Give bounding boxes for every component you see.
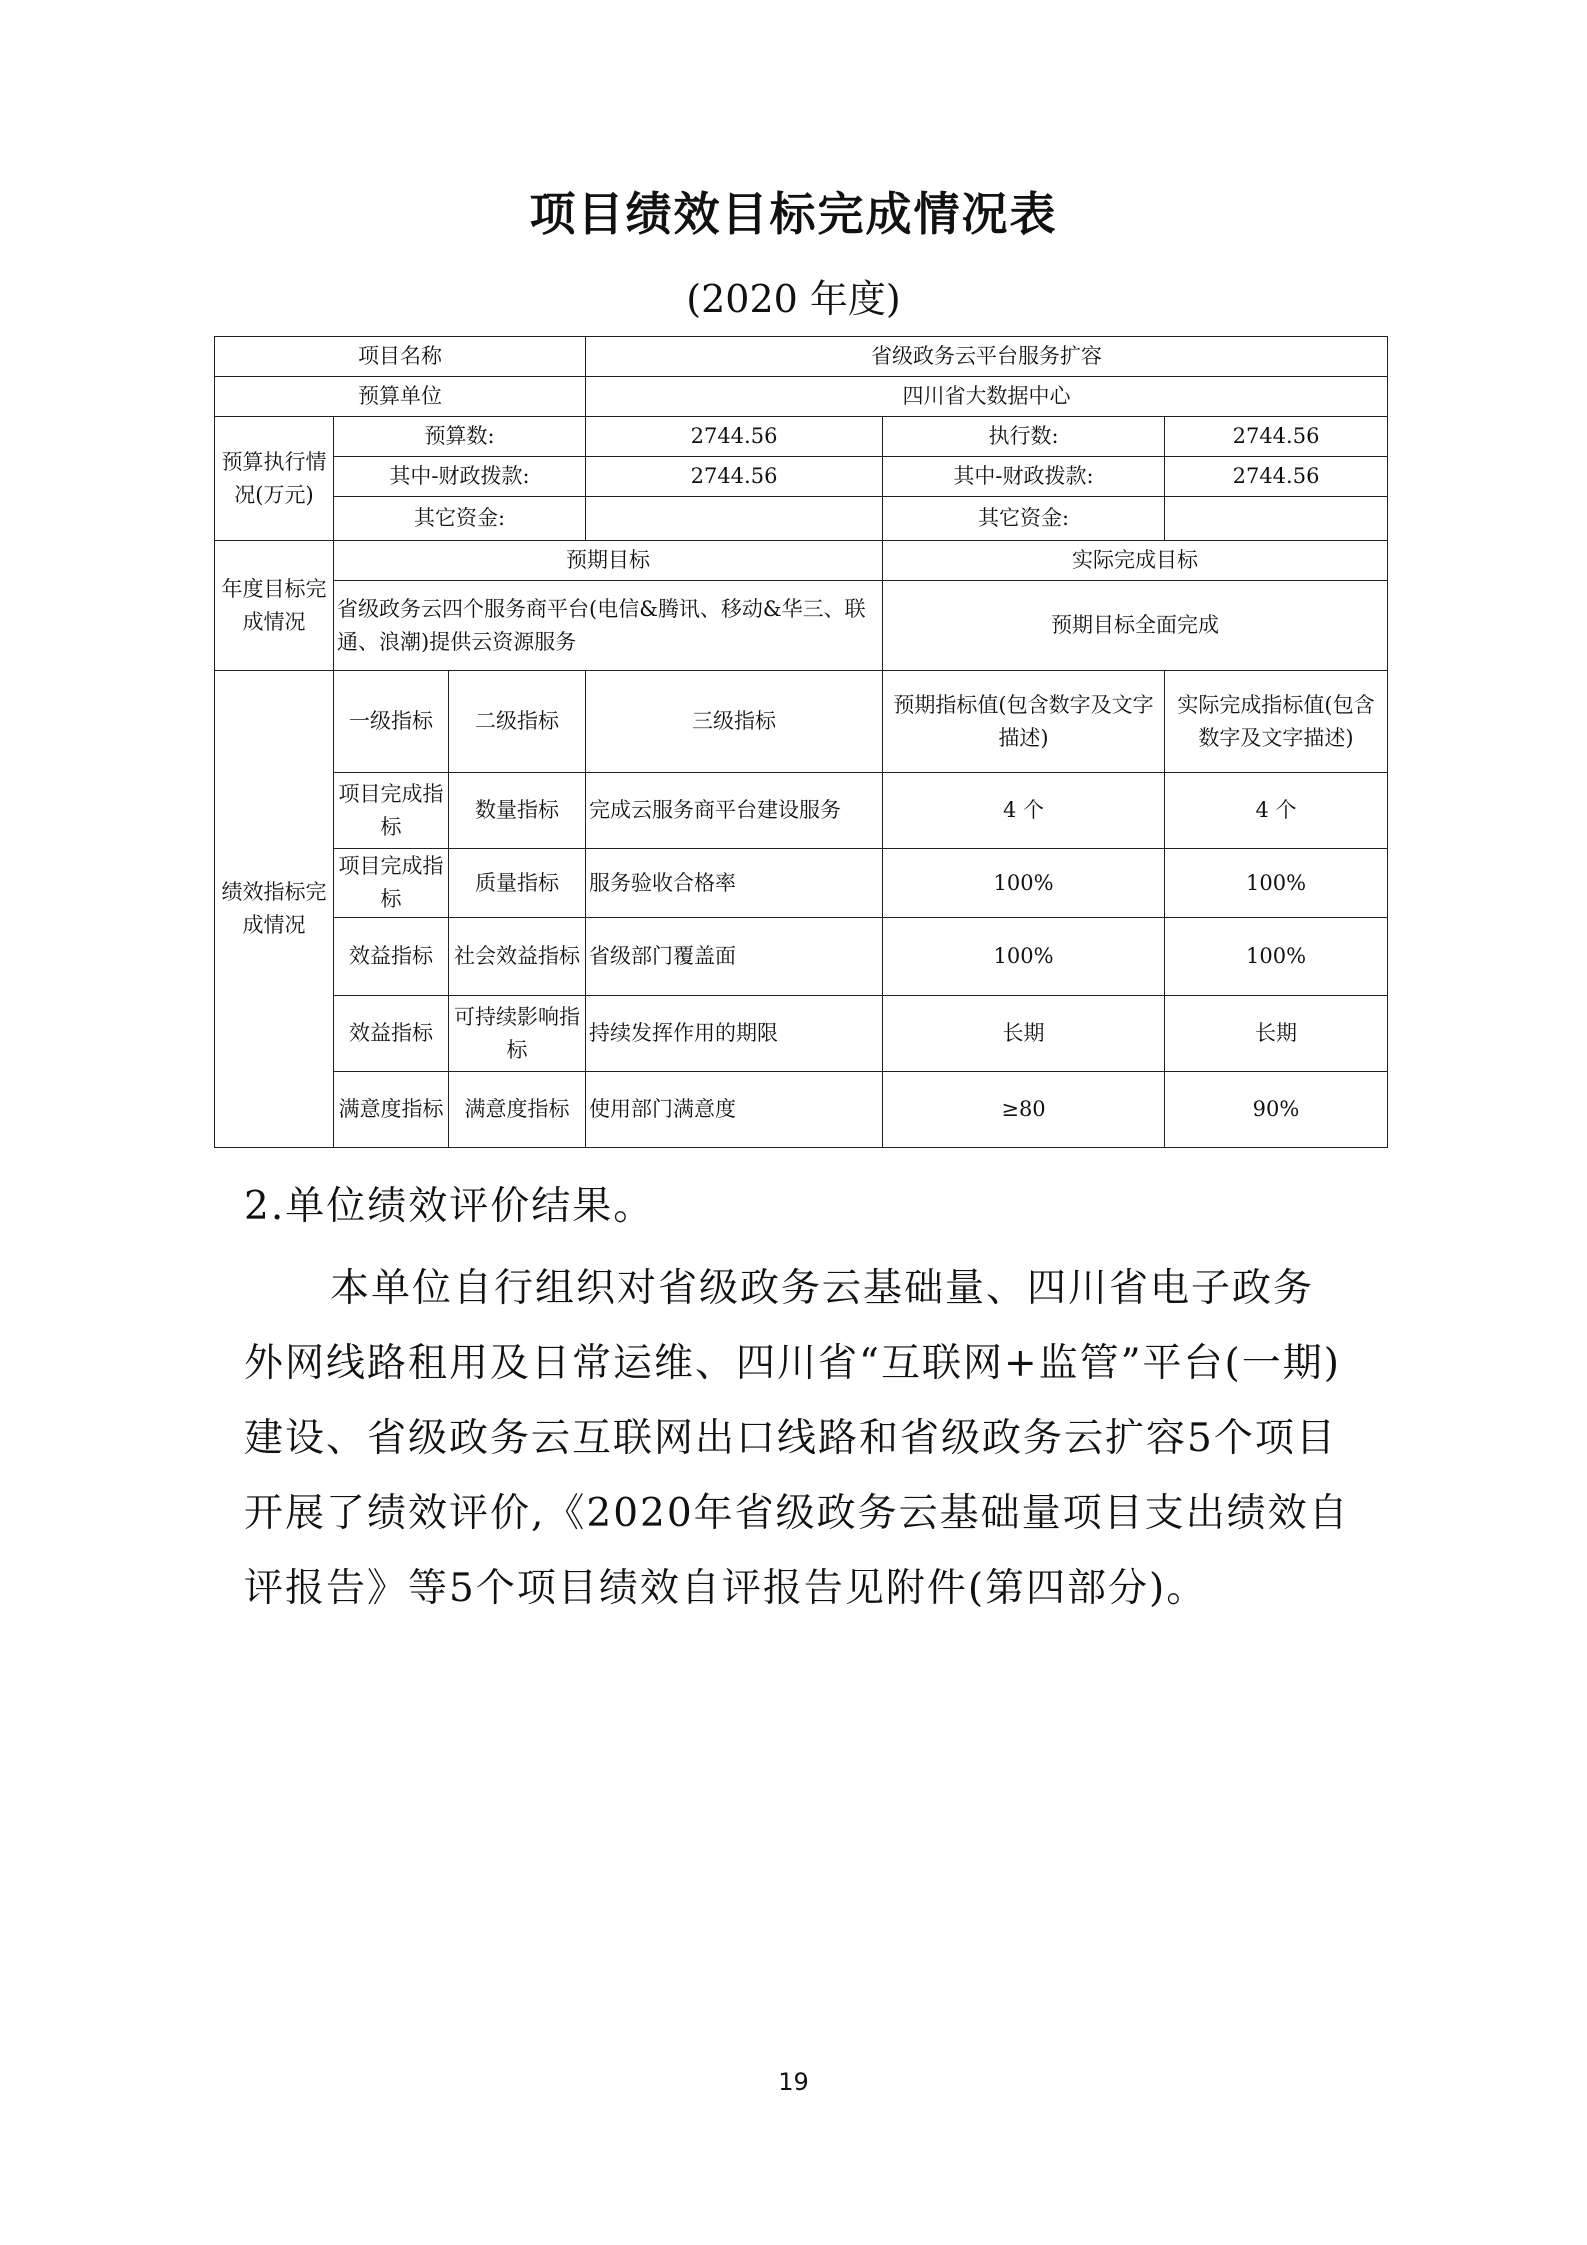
- exec-count-label: 执行数:: [883, 417, 1165, 457]
- table-row: [215, 457, 1388, 497]
- header-expected: 预期指标值(包含数字及文字描述): [883, 671, 1165, 773]
- header-level1: 一级指标: [334, 671, 449, 773]
- exec-count-value: 2744.56: [1165, 417, 1388, 457]
- table-row: [215, 581, 1388, 671]
- budget-unit-value: 四川省大数据中心: [586, 377, 1388, 417]
- table-row: [215, 918, 1388, 996]
- budget-count-value: 2744.56: [586, 417, 883, 457]
- header-level3: 三级指标: [586, 671, 883, 773]
- fiscal-value: 2744.56: [586, 457, 883, 497]
- other-funds-label-2: 其它资金:: [883, 497, 1165, 541]
- other-funds-value: [586, 497, 883, 541]
- table-row: [215, 773, 1388, 849]
- fiscal-label-2: 其中-财政拨款:: [883, 457, 1165, 497]
- indicator-level2: 质量指标: [449, 849, 586, 918]
- budget-count-label: 预算数:: [334, 417, 586, 457]
- budget-section-label: 预算执行情况(万元): [215, 417, 334, 541]
- indicator-actual: 4 个: [1165, 773, 1388, 849]
- budget-unit-label: 预算单位: [215, 377, 586, 417]
- indicator-level3: 持续发挥作用的期限: [586, 996, 883, 1072]
- indicator-level2: 社会效益指标: [449, 918, 586, 996]
- table-row: [215, 1072, 1388, 1148]
- indicator-actual: 长期: [1165, 996, 1388, 1072]
- table-row: [215, 849, 1388, 918]
- performance-table: [214, 336, 1388, 1148]
- expected-goal-text: 省级政务云四个服务商平台(电信&腾讯、移动&华三、联通、浪潮)提供云资源服务: [334, 581, 883, 671]
- annual-goal-label: 年度目标完成情况: [215, 541, 334, 671]
- table-row: [215, 541, 1388, 581]
- indicator-level2: 数量指标: [449, 773, 586, 849]
- indicator-expected: 100%: [883, 918, 1165, 996]
- indicator-actual: 100%: [1165, 849, 1388, 918]
- project-name-value: 省级政务云平台服务扩容: [586, 337, 1388, 377]
- indicator-level1: 项目完成指标: [334, 773, 449, 849]
- document-subtitle: (2020 年度): [686, 277, 901, 321]
- section-heading: 2.单位绩效评价结果。: [244, 1184, 655, 1229]
- header-level2: 二级指标: [449, 671, 586, 773]
- indicator-level2: 满意度指标: [449, 1072, 586, 1148]
- indicator-level3: 省级部门覆盖面: [586, 918, 883, 996]
- indicator-level3: 服务验收合格率: [586, 849, 883, 918]
- table-row: [215, 671, 1388, 773]
- body-paragraph: 本单位自行组织对省级政务云基础量、四川省电子政务外网线路租用及日常运维、四川省“互联网+监管”平台(一期)建设、省级政务云互联网出口线路和省级政务云扩容5个项目开展了绩效评价,《2020年省级政务云基础量项目支出绩效自评报告》等5个项目绩效自评报告见附件(第四部分)。: [244, 1266, 1350, 1611]
- indicator-level3: 完成云服务商平台建设服务: [586, 773, 883, 849]
- indicator-level3: 使用部门满意度: [586, 1072, 883, 1148]
- table-row: [215, 996, 1388, 1072]
- indicator-section-label: 绩效指标完成情况: [215, 671, 334, 1148]
- other-funds-label: 其它资金:: [334, 497, 586, 541]
- indicator-expected: 100%: [883, 849, 1165, 918]
- header-actual: 实际完成指标值(包含数字及文字描述): [1165, 671, 1388, 773]
- indicator-level1: 项目完成指标: [334, 849, 449, 918]
- table-row: [215, 497, 1388, 541]
- indicator-level1: 效益指标: [334, 996, 449, 1072]
- actual-goal-text: 预期目标全面完成: [883, 581, 1388, 671]
- indicator-level2: 可持续影响指标: [449, 996, 586, 1072]
- indicator-level1: 效益指标: [334, 918, 449, 996]
- fiscal-value-2: 2744.56: [1165, 457, 1388, 497]
- project-name-label: 项目名称: [215, 337, 586, 377]
- indicator-actual: 100%: [1165, 918, 1388, 996]
- indicator-actual: 90%: [1165, 1072, 1388, 1148]
- fiscal-label: 其中-财政拨款:: [334, 457, 586, 497]
- other-funds-value-2: [1165, 497, 1388, 541]
- indicator-expected: ≥80: [883, 1072, 1165, 1148]
- indicator-expected: 4 个: [883, 773, 1165, 849]
- page-number: 19: [778, 2068, 809, 2096]
- expected-goal-header: 预期目标: [334, 541, 883, 581]
- indicator-expected: 长期: [883, 996, 1165, 1072]
- indicator-level1: 满意度指标: [334, 1072, 449, 1148]
- table-row: [215, 417, 1388, 457]
- table-row: [215, 337, 1388, 377]
- document-title: 项目绩效目标完成情况表: [529, 187, 1058, 241]
- actual-goal-header: 实际完成目标: [883, 541, 1388, 581]
- table-row: [215, 377, 1388, 417]
